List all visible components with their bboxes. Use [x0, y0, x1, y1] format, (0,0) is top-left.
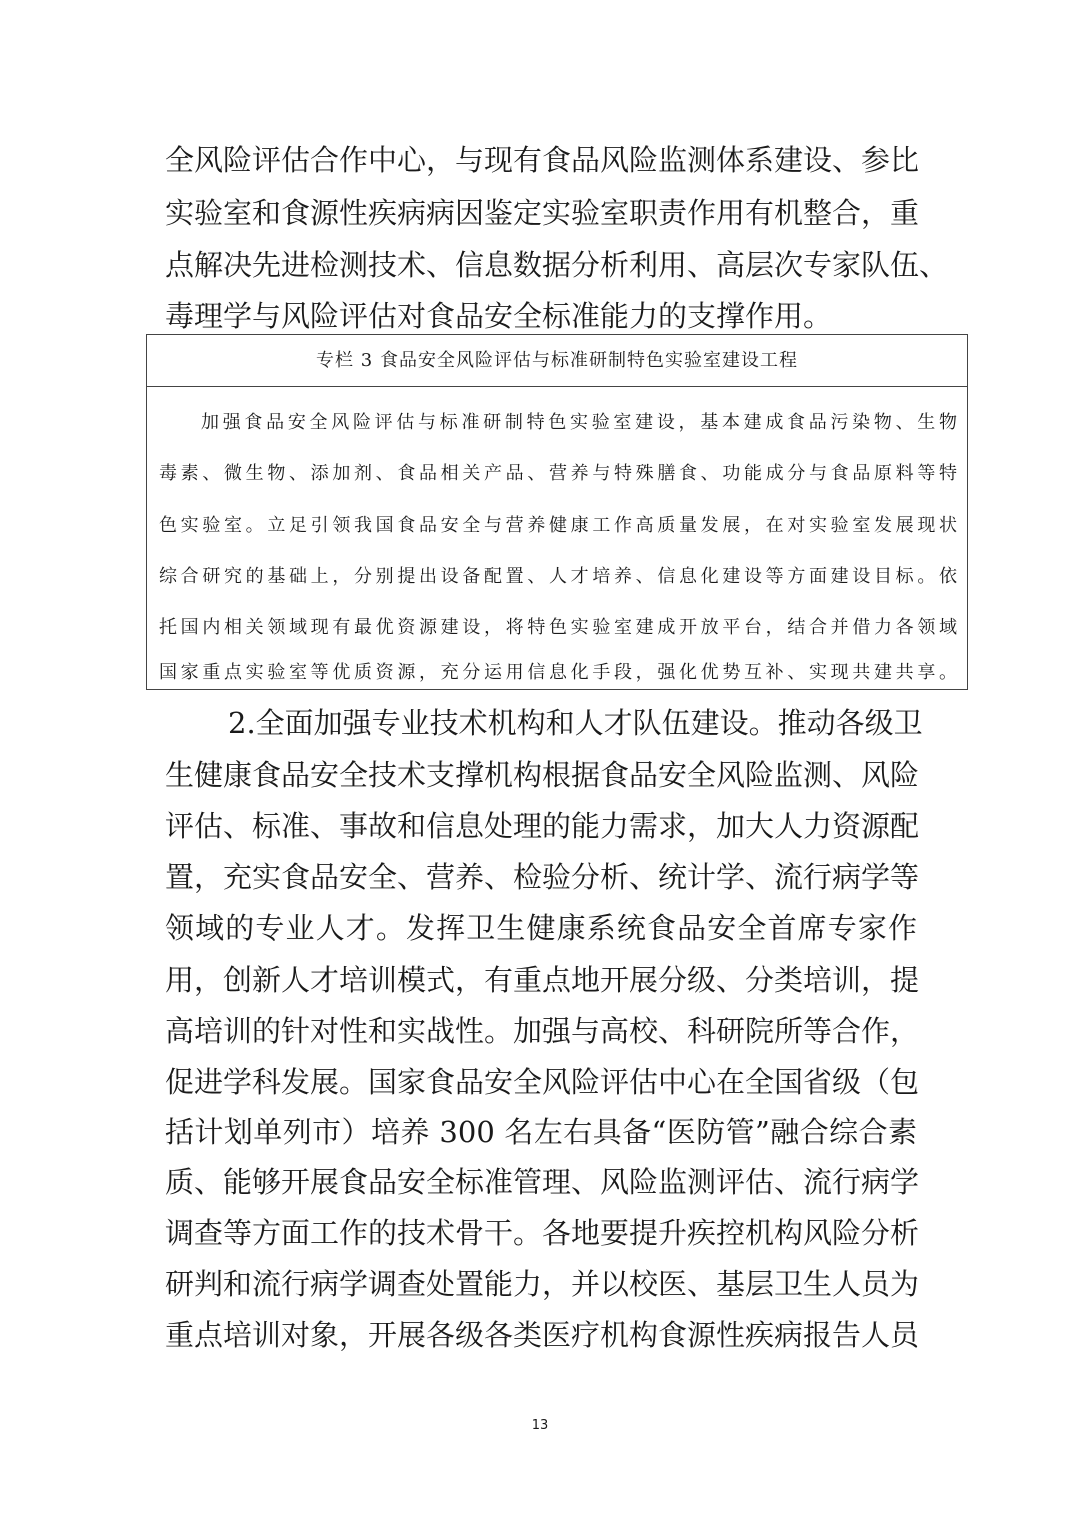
page-number: 13 [531, 1418, 549, 1433]
paragraph-line: 重点培训对象，开展各级各类医疗机构食源性疾病报告人员 [165, 1318, 920, 1352]
paragraph-line: 括计划单列市）培养 300 名左右具备“医防管”融合综合素 [165, 1115, 917, 1149]
box-line: 国家重点实验室等优质资源，充分运用信息化手段，强化优势互补、实现共建共享。 [159, 662, 957, 683]
paragraph-line: 领域的专业人才。发挥卫生健康系统食品安全首席专家作 [165, 911, 917, 945]
paragraph-line: 全风险评估合作中心，与现有食品风险监测体系建设、参比 [165, 143, 920, 177]
box-line: 综合研究的基础上，分别提出设备配置、人才培养、信息化建设等方面建设目标。依 [159, 566, 957, 587]
paragraph-line: 调查等方面工作的技术骨干。各地要提升疾控机构风险分析 [165, 1216, 920, 1250]
box-line: 托国内相关领域现有最优资源建设，将特色实验室建成开放平台，结合并借力各领域 [159, 617, 957, 638]
paragraph-line: 用，创新人才培训模式，有重点地开展分级、分类培训，提 [165, 963, 920, 997]
paragraph-line: 2.全面加强专业技术机构和人才队伍建设。推动各级卫 [228, 706, 923, 740]
box-line: 毒素、微生物、添加剂、食品相关产品、营养与特殊膳食、功能成分与食品原料等特 [159, 463, 957, 484]
paragraph-line: 质、能够开展食品安全标准管理、风险监测评估、流行病学 [165, 1165, 920, 1199]
box-line: 色实验室。立足引领我国食品安全与营养健康工作高质量发展，在对实验室发展现状 [159, 515, 957, 536]
paragraph-line: 点解决先进检测技术、信息数据分析利用、高层次专家队伍、 [165, 248, 949, 282]
paragraph-line: 促进学科发展。国家食品安全风险评估中心在全国省级（包 [165, 1065, 920, 1099]
paragraph-line: 研判和流行病学调查处置能力，并以校医、基层卫生人员为 [165, 1267, 920, 1301]
paragraph-line: 评估、标准、事故和信息处理的能力需求，加大人力资源配 [165, 809, 920, 843]
feature-box [146, 334, 968, 690]
paragraph-line: 生健康食品安全技术支撑机构根据食品安全风险监测、风险 [165, 758, 920, 792]
box-line: 加强食品安全风险评估与标准研制特色实验室建设，基本建成食品污染物、生物 [201, 412, 957, 433]
box-title: 专栏 3 食品安全风险评估与标准研制特色实验室建设工程 [147, 335, 967, 387]
paragraph-line: 高培训的针对性和实战性。加强与高校、科研院所等合作， [165, 1014, 920, 1048]
paragraph-line: 毒理学与风险评估对食品安全标准能力的支撑作用。 [165, 299, 833, 333]
paragraph-line: 置，充实食品安全、营养、检验分析、统计学、流行病学等 [165, 860, 920, 894]
paragraph-line: 实验室和食源性疾病病因鉴定实验室职责作用有机整合，重 [165, 196, 920, 230]
